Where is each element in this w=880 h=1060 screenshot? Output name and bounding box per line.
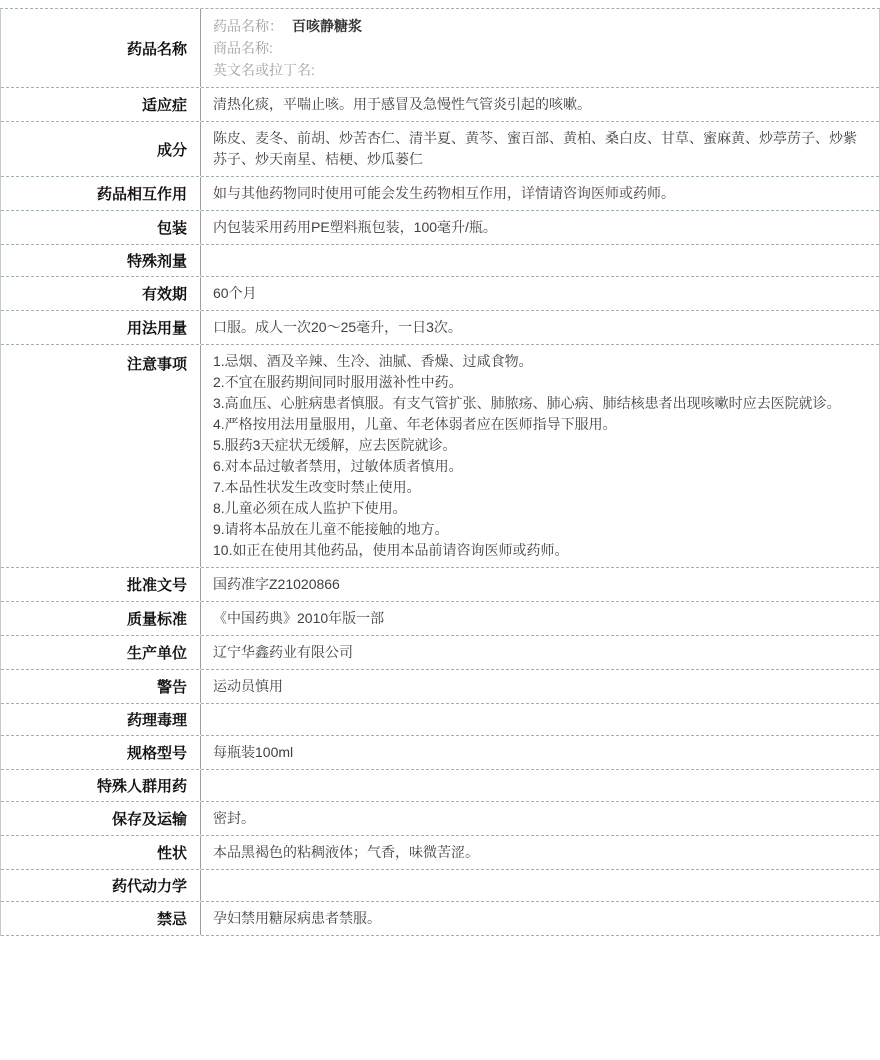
table-row-dosage-administration: [1, 311, 879, 345]
drug-name-value: 百咳静糖浆: [292, 18, 362, 34]
precaution-item: 3.高血压、心脏病患者慎服。有支气管扩张、肺脓疡、肺心病、肺结核患者出现咳嗽时应去医院就诊。: [213, 395, 841, 411]
row-value: [201, 736, 879, 769]
precaution-item: 6.对本品过敏者禁用，过敏体质者慎用。: [213, 458, 463, 474]
row-label: 质量标准: [1, 602, 201, 635]
precaution-item: 9.请将本品放在儿童不能接触的地方。: [213, 521, 449, 537]
row-value: [201, 211, 879, 244]
row-value: [201, 636, 879, 669]
row-value: [201, 88, 879, 121]
row-value: [201, 870, 879, 901]
precaution-item: 5.服药3天症状无缓解，应去医院就诊。: [213, 437, 457, 453]
row-value-text: 60个月: [213, 285, 257, 301]
row-label: 药理毒理: [1, 704, 201, 735]
precaution-item: 4.严格按用法用量服用，儿童、年老体弱者应在医师指导下服用。: [213, 416, 617, 432]
row-label: 有效期: [1, 277, 201, 310]
row-value-text: 《中国药典》2010年版一部: [213, 610, 385, 626]
table-row-approval-number: [1, 568, 879, 602]
table-row-indications: [1, 88, 879, 122]
row-value: [201, 345, 879, 567]
row-label: 药品相互作用: [1, 177, 201, 210]
row-label: 注意事项: [1, 345, 201, 567]
row-label: 特殊剂量: [1, 245, 201, 276]
table-row-manufacturer: [1, 636, 879, 670]
row-value: [201, 902, 879, 935]
english-name-field: [213, 59, 865, 81]
table-row-special-dosage: [1, 245, 879, 277]
row-value: [201, 277, 879, 310]
row-value-text: 本品黑褐色的粘稠液体；气香，味微苦涩。: [213, 844, 479, 860]
table-row-drug-name: [1, 9, 879, 88]
row-value-text: 陈皮、麦冬、前胡、炒苦杏仁、清半夏、黄芩、蜜百部、黄柏、桑白皮、甘草、蜜麻黄、炒葶苈子、炒紫苏子、炒天南星、桔梗、炒瓜蒌仁: [213, 130, 857, 167]
row-value-text: 辽宁华鑫药业有限公司: [213, 644, 353, 660]
row-value: [201, 670, 879, 703]
trade-name-field: [213, 37, 865, 59]
row-label: 性状: [1, 836, 201, 869]
trade-name-key: 商品名称:: [213, 40, 273, 56]
precaution-item: 8.儿童必须在成人监护下使用。: [213, 500, 407, 516]
row-label: 用法用量: [1, 311, 201, 344]
row-label: 包装: [1, 211, 201, 244]
row-label: 药代动力学: [1, 870, 201, 901]
row-label: 规格型号: [1, 736, 201, 769]
row-value-text: 运动员慎用: [213, 678, 283, 694]
row-value-text: 国药准字Z21020866: [213, 576, 340, 592]
row-label: 成分: [1, 122, 201, 176]
row-label-drug-name: 药品名称: [1, 9, 201, 87]
precaution-item: 7.本品性状发生改变时禁止使用。: [213, 479, 421, 495]
row-label: 禁忌: [1, 902, 201, 935]
precaution-item: 2.不宜在服药期间同时服用滋补性中药。: [213, 374, 463, 390]
precaution-item: 10.如正在使用其他药品，使用本品前请咨询医师或药师。: [213, 542, 569, 558]
row-label: 警告: [1, 670, 201, 703]
table-row-ingredients: [1, 122, 879, 177]
row-value-text: 孕妇禁用糖尿病患者禁服。: [213, 910, 381, 926]
row-value: [201, 177, 879, 210]
english-name-key: 英文名或拉丁名:: [213, 62, 315, 78]
table-row-specification: [1, 736, 879, 770]
row-value-text: 清热化痰，平喘止咳。用于感冒及急慢性气管炎引起的咳嗽。: [213, 96, 591, 112]
row-value-text: 口服。成人一次20～25毫升，一日3次。: [213, 319, 462, 335]
table-row-warning: [1, 670, 879, 704]
precaution-item: 1.忌烟、酒及辛辣、生冷、油腻、香燥、过咸食物。: [213, 353, 533, 369]
table-row-description: [1, 836, 879, 870]
table-row-precautions: [1, 345, 879, 568]
table-row-storage-transport: [1, 802, 879, 836]
row-value-text: 密封。: [213, 810, 255, 826]
row-label: 适应症: [1, 88, 201, 121]
row-value: [201, 770, 879, 801]
row-value: [201, 602, 879, 635]
row-value: [201, 836, 879, 869]
table-row-packaging: [1, 211, 879, 245]
row-value: [201, 704, 879, 735]
drug-name-key: 药品名称：: [213, 18, 283, 34]
table-row-drug-interactions: [1, 177, 879, 211]
row-label: 保存及运输: [1, 802, 201, 835]
table-row-quality-standard: [1, 602, 879, 636]
drug-spec-table: [0, 8, 880, 936]
row-value: [201, 122, 879, 176]
row-value-drug-name: [201, 9, 879, 87]
row-label: 生产单位: [1, 636, 201, 669]
row-label: 批准文号: [1, 568, 201, 601]
table-row-shelf-life: [1, 277, 879, 311]
row-value-text: 内包装采用药用PE塑料瓶包装，100毫升/瓶。: [213, 219, 497, 235]
row-label: 特殊人群用药: [1, 770, 201, 801]
row-value: [201, 311, 879, 344]
drug-name-field: [213, 15, 865, 37]
table-row-contraindications: [1, 902, 879, 936]
table-row-pharmacokinetics: [1, 870, 879, 902]
table-row-pharmacology-toxicology: [1, 704, 879, 736]
row-value-text: 每瓶装100ml: [213, 744, 294, 760]
row-value-text: 如与其他药物同时使用可能会发生药物相互作用，详情请咨询医师或药师。: [213, 185, 675, 201]
table-row-special-populations: [1, 770, 879, 802]
row-value: [201, 245, 879, 276]
row-value: [201, 568, 879, 601]
row-value: [201, 802, 879, 835]
